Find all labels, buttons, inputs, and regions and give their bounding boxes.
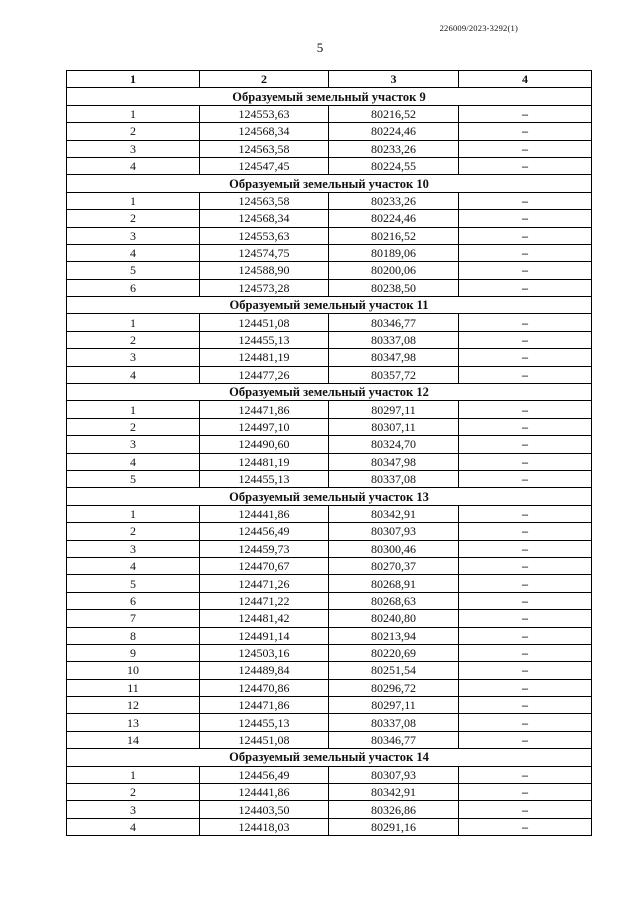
accuracy-cell: –	[459, 453, 592, 470]
section-title: Образуемый земельный участок 11	[67, 297, 592, 314]
accuracy-cell: –	[459, 540, 592, 557]
point-number-cell: 1	[67, 505, 200, 522]
y-coordinate-cell: 80251,54	[329, 662, 459, 679]
x-coordinate-cell: 124471,22	[200, 592, 329, 609]
accuracy-cell: –	[459, 801, 592, 818]
table-row	[67, 505, 592, 522]
table-body	[67, 88, 592, 836]
x-coordinate-cell: 124553,63	[200, 105, 329, 122]
x-coordinate-cell: 124477,26	[200, 366, 329, 383]
y-coordinate-cell: 80342,91	[329, 505, 459, 522]
coordinates-table	[66, 70, 592, 836]
x-coordinate-cell: 124563,58	[200, 140, 329, 157]
point-number-cell: 4	[67, 366, 200, 383]
point-number-cell: 3	[67, 801, 200, 818]
accuracy-cell: –	[459, 662, 592, 679]
table-row	[67, 610, 592, 627]
y-coordinate-cell: 80297,11	[329, 697, 459, 714]
accuracy-cell: –	[459, 470, 592, 487]
section-title: Образуемый земельный участок 10	[67, 175, 592, 192]
point-number-cell: 7	[67, 610, 200, 627]
y-coordinate-cell: 80346,77	[329, 314, 459, 331]
accuracy-cell: –	[459, 244, 592, 261]
y-coordinate-cell: 80324,70	[329, 436, 459, 453]
accuracy-cell: –	[459, 192, 592, 209]
accuracy-cell: –	[459, 575, 592, 592]
y-coordinate-cell: 80347,98	[329, 349, 459, 366]
table-row	[67, 157, 592, 174]
point-number-cell: 14	[67, 731, 200, 748]
table-row	[67, 436, 592, 453]
x-coordinate-cell: 124455,13	[200, 331, 329, 348]
table-row	[67, 801, 592, 818]
table-row	[67, 227, 592, 244]
accuracy-cell: –	[459, 279, 592, 296]
point-number-cell: 5	[67, 470, 200, 487]
y-coordinate-cell: 80224,55	[329, 157, 459, 174]
accuracy-cell: –	[459, 366, 592, 383]
y-coordinate-cell: 80220,69	[329, 644, 459, 661]
y-coordinate-cell: 80268,63	[329, 592, 459, 609]
point-number-cell: 4	[67, 157, 200, 174]
point-number-cell: 1	[67, 401, 200, 418]
table-row	[67, 349, 592, 366]
point-number-cell: 10	[67, 662, 200, 679]
x-coordinate-cell: 124456,49	[200, 523, 329, 540]
table-row	[67, 314, 592, 331]
point-number-cell: 1	[67, 105, 200, 122]
table-row	[67, 262, 592, 279]
point-number-cell: 2	[67, 523, 200, 540]
table-row	[67, 714, 592, 731]
y-coordinate-cell: 80216,52	[329, 227, 459, 244]
table-row	[67, 244, 592, 261]
table-row	[67, 401, 592, 418]
x-coordinate-cell: 124418,03	[200, 818, 329, 835]
x-coordinate-cell: 124441,86	[200, 784, 329, 801]
x-coordinate-cell: 124456,49	[200, 766, 329, 783]
accuracy-cell: –	[459, 557, 592, 574]
table-row	[67, 679, 592, 696]
accuracy-cell: –	[459, 140, 592, 157]
point-number-cell: 8	[67, 627, 200, 644]
x-coordinate-cell: 124451,08	[200, 731, 329, 748]
accuracy-cell: –	[459, 505, 592, 522]
y-coordinate-cell: 80268,91	[329, 575, 459, 592]
table-row	[67, 210, 592, 227]
point-number-cell: 2	[67, 123, 200, 140]
table-row	[67, 523, 592, 540]
accuracy-cell: –	[459, 610, 592, 627]
table-row	[67, 540, 592, 557]
y-coordinate-cell: 80342,91	[329, 784, 459, 801]
point-number-cell: 6	[67, 279, 200, 296]
accuracy-cell: –	[459, 644, 592, 661]
accuracy-cell: –	[459, 105, 592, 122]
accuracy-cell: –	[459, 314, 592, 331]
section-header-row	[67, 297, 592, 314]
point-number-cell: 5	[67, 575, 200, 592]
y-coordinate-cell: 80216,52	[329, 105, 459, 122]
point-number-cell: 2	[67, 210, 200, 227]
section-title: Образуемый земельный участок 9	[67, 88, 592, 105]
y-coordinate-cell: 80347,98	[329, 453, 459, 470]
point-number-cell: 6	[67, 592, 200, 609]
y-coordinate-cell: 80346,77	[329, 731, 459, 748]
document-number: 226009/2023-3292(1)	[439, 23, 518, 33]
point-number-cell: 4	[67, 818, 200, 835]
point-number-cell: 5	[67, 262, 200, 279]
column-header: 1	[67, 71, 200, 88]
accuracy-cell: –	[459, 714, 592, 731]
accuracy-cell: –	[459, 210, 592, 227]
y-coordinate-cell: 80224,46	[329, 210, 459, 227]
section-header-row	[67, 488, 592, 505]
point-number-cell: 1	[67, 192, 200, 209]
x-coordinate-cell: 124481,19	[200, 453, 329, 470]
point-number-cell: 3	[67, 227, 200, 244]
section-header-row	[67, 384, 592, 401]
y-coordinate-cell: 80357,72	[329, 366, 459, 383]
x-coordinate-cell: 124471,86	[200, 697, 329, 714]
table-row	[67, 105, 592, 122]
x-coordinate-cell: 124547,45	[200, 157, 329, 174]
point-number-cell: 2	[67, 784, 200, 801]
section-header-row	[67, 749, 592, 766]
x-coordinate-cell: 124568,34	[200, 210, 329, 227]
y-coordinate-cell: 80296,72	[329, 679, 459, 696]
y-coordinate-cell: 80300,46	[329, 540, 459, 557]
y-coordinate-cell: 80238,50	[329, 279, 459, 296]
section-title: Образуемый земельный участок 12	[67, 384, 592, 401]
x-coordinate-cell: 124455,13	[200, 714, 329, 731]
y-coordinate-cell: 80307,93	[329, 523, 459, 540]
section-header-row	[67, 175, 592, 192]
page-number: 5	[316, 40, 324, 55]
section-header-row	[67, 88, 592, 105]
table-row	[67, 766, 592, 783]
point-number-cell: 1	[67, 314, 200, 331]
table-row	[67, 331, 592, 348]
x-coordinate-cell: 124403,50	[200, 801, 329, 818]
point-number-cell: 4	[67, 557, 200, 574]
x-coordinate-cell: 124481,19	[200, 349, 329, 366]
x-coordinate-cell: 124553,63	[200, 227, 329, 244]
table-row	[67, 418, 592, 435]
table-row	[67, 731, 592, 748]
accuracy-cell: –	[459, 784, 592, 801]
accuracy-cell: –	[459, 157, 592, 174]
y-coordinate-cell: 80326,86	[329, 801, 459, 818]
y-coordinate-cell: 80233,26	[329, 192, 459, 209]
point-number-cell: 4	[67, 244, 200, 261]
point-number-cell: 3	[67, 140, 200, 157]
x-coordinate-cell: 124563,58	[200, 192, 329, 209]
table-row	[67, 697, 592, 714]
table-row	[67, 123, 592, 140]
point-number-cell: 1	[67, 766, 200, 783]
table-row	[67, 592, 592, 609]
x-coordinate-cell: 124573,28	[200, 279, 329, 296]
x-coordinate-cell: 124574,75	[200, 244, 329, 261]
x-coordinate-cell: 124459,73	[200, 540, 329, 557]
x-coordinate-cell: 124490,60	[200, 436, 329, 453]
y-coordinate-cell: 80297,11	[329, 401, 459, 418]
accuracy-cell: –	[459, 262, 592, 279]
x-coordinate-cell: 124497,10	[200, 418, 329, 435]
y-coordinate-cell: 80189,06	[329, 244, 459, 261]
y-coordinate-cell: 80240,80	[329, 610, 459, 627]
table-row	[67, 557, 592, 574]
y-coordinate-cell: 80213,94	[329, 627, 459, 644]
y-coordinate-cell: 80307,93	[329, 766, 459, 783]
x-coordinate-cell: 124470,67	[200, 557, 329, 574]
x-coordinate-cell: 124489,84	[200, 662, 329, 679]
x-coordinate-cell: 124451,08	[200, 314, 329, 331]
accuracy-cell: –	[459, 523, 592, 540]
point-number-cell: 4	[67, 453, 200, 470]
x-coordinate-cell: 124441,86	[200, 505, 329, 522]
x-coordinate-cell: 124471,26	[200, 575, 329, 592]
accuracy-cell: –	[459, 766, 592, 783]
y-coordinate-cell: 80200,06	[329, 262, 459, 279]
table-row	[67, 662, 592, 679]
accuracy-cell: –	[459, 592, 592, 609]
accuracy-cell: –	[459, 818, 592, 835]
y-coordinate-cell: 80233,26	[329, 140, 459, 157]
point-number-cell: 9	[67, 644, 200, 661]
accuracy-cell: –	[459, 227, 592, 244]
x-coordinate-cell: 124471,86	[200, 401, 329, 418]
x-coordinate-cell: 124491,14	[200, 627, 329, 644]
y-coordinate-cell: 80307,11	[329, 418, 459, 435]
point-number-cell: 2	[67, 418, 200, 435]
table-row	[67, 784, 592, 801]
accuracy-cell: –	[459, 331, 592, 348]
point-number-cell: 13	[67, 714, 200, 731]
table-header-row	[67, 71, 592, 88]
table-row	[67, 627, 592, 644]
section-title: Образуемый земельный участок 14	[67, 749, 592, 766]
y-coordinate-cell: 80291,16	[329, 818, 459, 835]
accuracy-cell: –	[459, 349, 592, 366]
table-row	[67, 192, 592, 209]
point-number-cell: 3	[67, 540, 200, 557]
point-number-cell: 3	[67, 436, 200, 453]
x-coordinate-cell: 124568,34	[200, 123, 329, 140]
y-coordinate-cell: 80224,46	[329, 123, 459, 140]
accuracy-cell: –	[459, 436, 592, 453]
point-number-cell: 12	[67, 697, 200, 714]
y-coordinate-cell: 80337,08	[329, 714, 459, 731]
accuracy-cell: –	[459, 123, 592, 140]
table-row	[67, 644, 592, 661]
accuracy-cell: –	[459, 731, 592, 748]
accuracy-cell: –	[459, 627, 592, 644]
table-row	[67, 818, 592, 835]
column-header: 4	[459, 71, 592, 88]
point-number-cell: 3	[67, 349, 200, 366]
x-coordinate-cell: 124588,90	[200, 262, 329, 279]
y-coordinate-cell: 80270,37	[329, 557, 459, 574]
column-header: 2	[200, 71, 329, 88]
x-coordinate-cell: 124503,16	[200, 644, 329, 661]
table-row	[67, 470, 592, 487]
x-coordinate-cell: 124455,13	[200, 470, 329, 487]
point-number-cell: 2	[67, 331, 200, 348]
table-row	[67, 366, 592, 383]
point-number-cell: 11	[67, 679, 200, 696]
accuracy-cell: –	[459, 401, 592, 418]
x-coordinate-cell: 124470,86	[200, 679, 329, 696]
section-title: Образуемый земельный участок 13	[67, 488, 592, 505]
table-row	[67, 453, 592, 470]
y-coordinate-cell: 80337,08	[329, 331, 459, 348]
accuracy-cell: –	[459, 418, 592, 435]
table-row	[67, 140, 592, 157]
table-row	[67, 575, 592, 592]
accuracy-cell: –	[459, 679, 592, 696]
x-coordinate-cell: 124481,42	[200, 610, 329, 627]
table-row	[67, 279, 592, 296]
accuracy-cell: –	[459, 697, 592, 714]
y-coordinate-cell: 80337,08	[329, 470, 459, 487]
column-header: 3	[329, 71, 459, 88]
